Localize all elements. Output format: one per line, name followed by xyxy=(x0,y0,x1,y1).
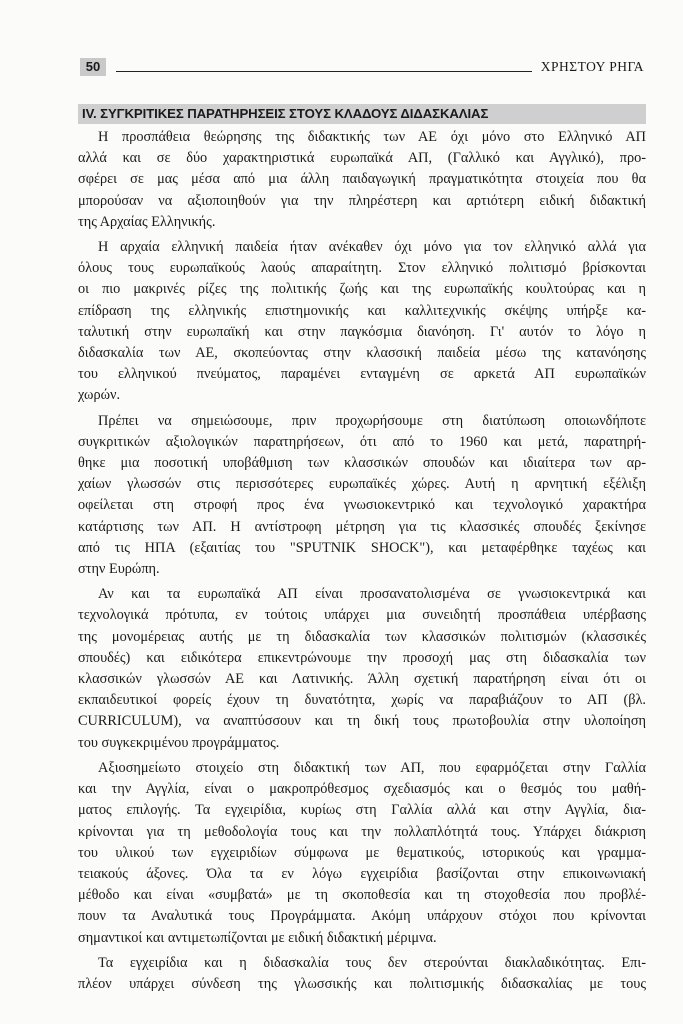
text-line: οφείλεται στη στροφή προς ένα γνωσιοκεντρικό και τεχνολογικό χαρακτήρα xyxy=(78,497,646,514)
text-line: του υλικού των εγχειριδίων σύμφωνα με θεματικούς, ιστορικούς και γραμμα- xyxy=(78,844,646,861)
text-line: χωρών. xyxy=(78,387,121,404)
paragraph xyxy=(78,411,646,581)
text-line: αλλά και σε δύο χαρακτηριστικά ευρωπαϊκά ΑΠ, (Γαλλικό και Αγγλικό), προ- xyxy=(78,150,646,167)
text-line: της μονομέρειας αυτής με τη διδασκαλία των κλασσικών πολιτισμών (κλασσικές xyxy=(78,628,646,645)
paragraph xyxy=(78,127,646,233)
text-line: οι πιο μακρινές ρίζες της πολιτικής ζωής και της ευρωπαϊκής κουλτούρας και η xyxy=(78,281,646,298)
text-line: από τις ΗΠΑ (εξαιτίας του "SPUTNIK SHOCK"), και μεταφέρθηκε ταχέως και xyxy=(78,539,646,556)
text-line: επίδραση της ελληνικής επιστημονικής και καλλιτεχνικής σκέψης υπήρξε κα- xyxy=(78,302,646,319)
text-line: μέθοδο και είναι «συμβατά» με τη σκοποθεσία και τη στοχοθεσία που προβλέ- xyxy=(78,887,646,904)
text-line: του συγκεκριμένου προγράμματος. xyxy=(78,734,280,751)
text-line: ταλυτική στην ευρωπαϊκή και στην παγκόσμια διανόηση. Γι' αυτόν το λόγο η xyxy=(78,323,646,340)
section-heading: IV. ΣΥΓΚΡΙΤΙΚΕΣ ΠΑΡΑΤΗΡΗΣΕΙΣ ΣΤΟΥΣ ΚΛΑΔΟΥΣ ΔΙΔΑΣΚΑΛΙΑΣ xyxy=(78,104,646,124)
text-line: κρίνονται για τη μεθοδολογία τους και την πολλαπλότητά τους. Υπάρχει διάκριση xyxy=(78,823,646,840)
text-line: κατάρτισης των ΑΠ. Η αντίστροφη μέτρηση για τις κλασσικές σπουδές ξεκίνησε xyxy=(78,518,646,535)
paragraph xyxy=(78,584,646,754)
text-line: χαίων γλωσσών στις περισσότερες ευρωπαϊκές χώρες. Αυτή η αρνητική εξέλιξη xyxy=(78,476,646,493)
running-header xyxy=(78,58,644,80)
text-line: όλους τους ευρωπαϊκούς λαούς απαραίτητη. Στον ελληνικό πολιτισμό βρίσκονται xyxy=(78,260,646,277)
text-line: ματος επιλογής. Τα εγχειρίδια, κυρίως στη Γαλλία αλλά και στην Αγγλία, δια- xyxy=(78,802,646,819)
text-line: εκπαιδευτικοί φορείς έχουν τη δυνατότητα, χωρίς να παραβιάζουν το ΑΠ (βλ. xyxy=(78,692,646,709)
text-line: Η προσπάθεια θεώρησης της διδακτικής των ΑΕ όχι μόνο στο Ελληνικό ΑΠ xyxy=(98,129,646,145)
body-text xyxy=(78,127,646,999)
text-line: και την Αγγλία, είναι ο μακροπρόθεσμος σχεδιασμός και ο θεσμός του μαθή- xyxy=(78,781,646,798)
text-line: σπουδές) και ειδικότερα επικεντρώνουμε την προσοχή μας στη διδασκαλία των xyxy=(78,649,646,666)
text-line: μπορούσαν να αξιοποιηθούν για την πληρέστερη και αρτιότερη ειδική διδακτική xyxy=(78,192,646,209)
text-line: Αξιοσημείωτο στοιχείο στη διδακτική των ΑΠ, που εφαρμόζεται στην Γαλλία xyxy=(98,759,646,776)
text-line: κλασσικών γλωσσών ΑΕ και Λατινικής. Άλλη σχετική παρατήρηση είναι ότι οι xyxy=(78,671,646,688)
text-line: πουν τα Αναλυτικά τους Προγράμματα. Ακόμη υπάρχουν στόχοι που κρίνονται xyxy=(78,908,646,925)
text-line: θηκε μια ποσοτική υποβάθμιση των κλασσικών σπουδών και ιδιαίτερα των αρ- xyxy=(78,455,646,472)
header-rule xyxy=(116,71,532,72)
text-line: σημαντικοί και αντιμετωπίζονται με ειδική διδακτική μέριμνα. xyxy=(78,929,437,946)
text-line: CURRICULUM), να αναπτύσσουν και τη δική τους πρωτοβουλία στην υλοποίηση xyxy=(78,713,646,730)
paragraph xyxy=(78,953,646,995)
text-line: τειακούς άξονες. Όλα τα εν λόγω εγχειρίδια βασίζονται στην επικοινωνιακή xyxy=(78,865,646,882)
text-line: Τα εγχειρίδια και η διδασκαλία τους δεν στερούνται διακλαδικότητας. Επι- xyxy=(98,954,646,971)
text-line: Αν και τα ευρωπαϊκά ΑΠ είναι προσανατολισμένα σε γνωσιοκεντρικά και xyxy=(98,586,646,603)
text-line: Πρέπει να σημειώσουμε, πριν προχωρήσουμε στη διατύπωση οποιωνδήποτε xyxy=(98,412,646,429)
text-line: σφέρει σε μας μέσα από μια άλλη παιδαγωγική πραγματικότητα στοιχεία που θα xyxy=(78,171,646,188)
text-line: του ελληνικού πνεύματος, παραμένει ενταγμένη σε αρκετά ΑΠ ευρωπαϊκών xyxy=(78,366,646,383)
text-line: στην Ευρώπη. xyxy=(78,561,160,578)
text-line: διδασκαλία των ΑΕ, σκοπεύοντας στην κλασσική παιδεία μέσω της κατανόησης xyxy=(78,345,646,362)
text-line: Η αρχαία ελληνική παιδεία ήταν ανέκαθεν όχι μόνο για τον ελληνικό αλλά για xyxy=(98,239,646,256)
text-line: τεχνολογικά πρότυπα, εν τούτοις υπάρχει μια συνειδητή προσπάθεια υπέρβασης xyxy=(78,607,646,624)
page-number: 50 xyxy=(80,58,106,76)
paragraph xyxy=(78,758,646,949)
running-head-author: ΧΡΗΣΤΟΥ ΡΗΓΑ xyxy=(540,59,644,74)
text-line: συγκριτικών αξιολογικών παρατηρήσεων, ότι από το 1960 και μετά, παρατηρή- xyxy=(78,433,646,450)
text-line: πλέον υπάρχει σύνδεση της γλωσσικής και πολιτισμικής διδασκαλίας με τους xyxy=(78,975,646,992)
paragraph xyxy=(78,237,646,407)
text-line: της Αρχαίας Ελληνικής. xyxy=(78,213,216,230)
